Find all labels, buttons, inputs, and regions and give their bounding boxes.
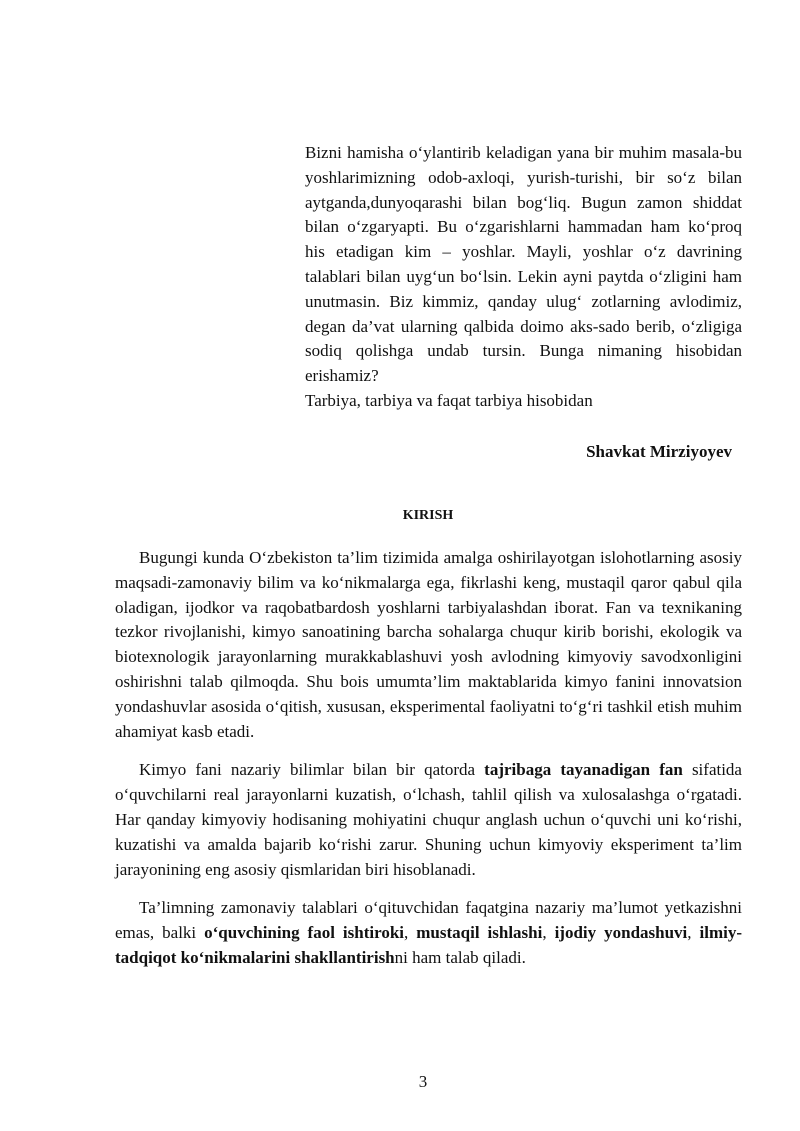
paragraph-3-emphasis-2: mustaqil ishlashi <box>416 923 543 943</box>
epigraph-text: Bizni hamisha o‘ylantirib keladigan yana bir muhim masala-bu yoshlarimizning odob-axloqi, yurish-turishi, bir so‘z bilan aytganda,dunyoqarashi bilan bog‘liq. Bugun zamon shiddat bilan o‘zgaryapti. Bu o‘zgarishlarni hammadan ham ko‘proq his etadigan kim – yoshlar. Mayli, yoshlar o‘z davrining talablari bilan uyg‘un bo‘lsin. Lekin ayni paytda o‘zligini ham unutmasin. Biz kimmiz, qanday ulug‘ zotlarning avlodimiz, degan da’vat ularning qalbida doimo aks-sado berib, o‘zligiga sodiq qolishga undab tursin. Bunga nimaning hisobidan erishamiz? <box>305 143 742 386</box>
paragraph-3 <box>115 896 742 970</box>
section-heading: KIRISH <box>402 508 454 523</box>
paragraph-1: Bugungi kunda O‘zbekiston ta’lim tizimida amalga oshirilayotgan islohotlarning asosiy maqsadi-zamonaviy bilim va ko‘nikmalarga ega, fikrlashi keng, mustaqil qaror qabul qila oladigan, ijodkor va raqobatbardosh yoshlarni tarbiyalashdan iborat. Fan va texnikaning tezkor rivojlanishi, kimyo sanoatining barcha sohalarga chuqur kirib borishi, ekologik va biotexnologik jarayonlarning murakkablashuvi yosh avlodning kimyoviy savodxonligini oshirishni talab qilmoqda. Shu bois umumta’lim maktablarida kimyo fanini innovatsion yondashuvlar asosida o‘qitish, xususan, eksperimental faoliyatni to‘g‘ri tashkil etish muhim ahamiyat kasb etadi. <box>115 548 742 741</box>
paragraph-2-text-end: sifatida o‘quvchilarni real jarayonlarni kuzatish, o‘lchash, tahlil qilish va xulosalashga o‘rgatadi. Har qanday kimyoviy hodisaning mohiyatini chuqur anglash uchun o‘quvchi uni ko‘rishi, kuzatishi va amalda bajarib ko‘rishi zarur. Shuning uchun kimyoviy eksperiment ta’lim jarayonining eng asosiy qismlaridan biri hisoblanadi. <box>115 760 742 879</box>
paragraph-3-text-4: , <box>687 923 700 943</box>
page-number: 3 <box>418 1072 428 1091</box>
paragraph-3-text-1: Ta’limning zamonaviy talablari o‘qituvchidan faqatgina nazariy ma’lumot yetkazishni emas, balki <box>115 898 742 943</box>
epigraph-author: Shavkat Mirziyoyev <box>586 442 732 461</box>
epigraph <box>305 141 742 414</box>
paragraph-3-emphasis-3: ijodiy yondashuvi <box>554 923 688 943</box>
paragraph-2-text-start: Kimyo fani nazariy bilimlar bilan bir qatorda <box>139 760 485 780</box>
epigraph-closing: Tarbiya, tarbiya va faqat tarbiya hisobidan <box>305 390 593 410</box>
body-text <box>115 546 742 985</box>
paragraph-3-emphasis-1: o‘quvchining faol ishtiroki <box>204 923 405 943</box>
paragraph-2 <box>115 758 742 882</box>
paragraph-3-text-3: , <box>542 923 555 943</box>
paragraph-3-emphasis-4: ilmiy-tadqiqot ko‘nikmalarini shakllantirish <box>115 923 743 967</box>
paragraph-3-text-5: ni ham talab qiladi. <box>394 947 526 967</box>
paragraph-3-text-2: , <box>404 923 417 943</box>
paragraph-2-emphasis: tajribaga tayanadigan fan <box>484 760 683 780</box>
